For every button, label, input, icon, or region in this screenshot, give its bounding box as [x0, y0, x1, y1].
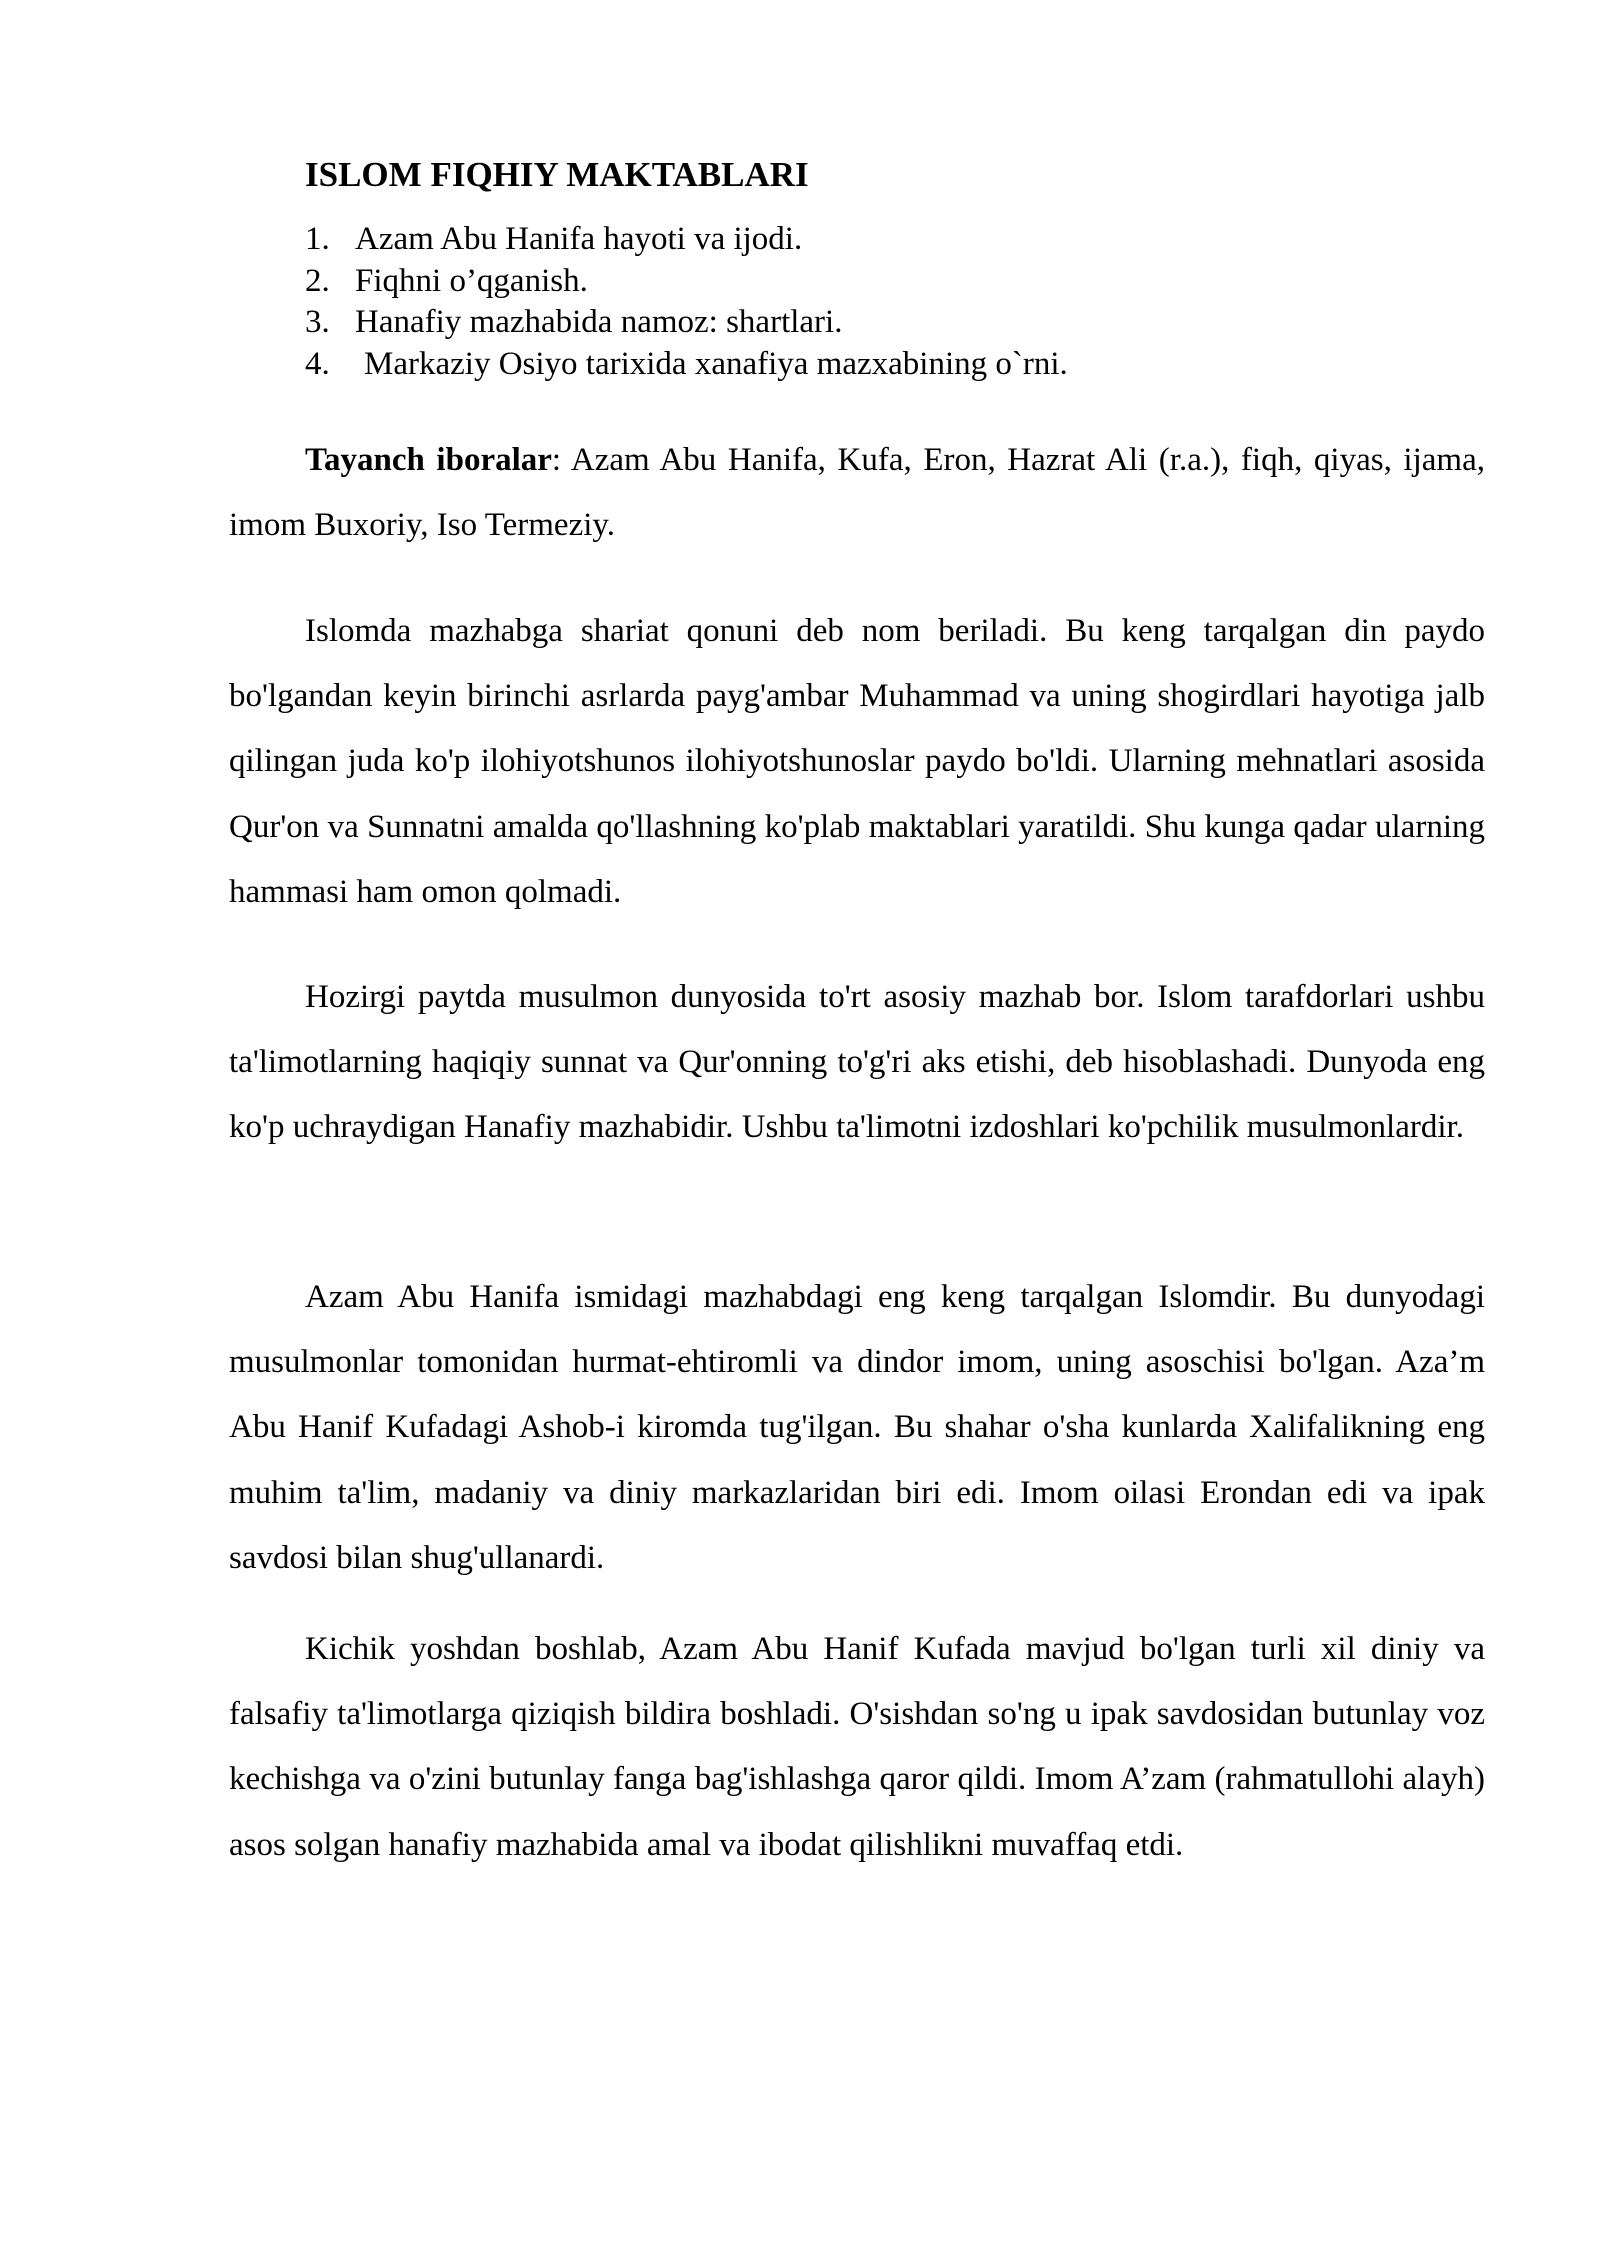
keywords-text: : Azam Abu Hanifa, Kufa, Eron, Hazrat Ali (r.a.), fiqh, qiyas, ijama, imom Buxoriy, Iso Termeziy. [229, 442, 1485, 544]
topic-number: 2. [305, 262, 330, 299]
topic-number: 4. [305, 345, 330, 382]
topic-text: Fiqhni o’qganish. [355, 262, 588, 299]
topic-item [305, 219, 1068, 261]
topic-number: 3. [305, 304, 330, 340]
topic-text: Hanafiy mazhabida namoz: shartlari. [355, 304, 843, 340]
topic-text: Markaziy Osiyo tarixida xanafiya mazxabining o`rni. [364, 345, 1068, 382]
topic-item [305, 261, 1068, 303]
topics-list [305, 219, 1068, 385]
body-paragraph-2: Hozirgi paytda musulmon dunyosida to'rt asosiy mazhab bor. Islom tarafdorlari ushbu ta'limotlarning haqiqiy sunnat va Qur'onning to'g'ri aks etishi, deb hisoblashadi. Dunyoda eng ko'p uchraydigan Hanafiy mazhabidir. Ushbu ta'limotni izdoshlari ko'pchilik musulmonlardir. [229, 979, 1485, 1146]
keywords-paragraph [229, 428, 1485, 558]
topic-text: Azam Abu Hanifa hayoti va ijodi. [355, 221, 803, 257]
body-paragraph-4: Kichik yoshdan boshlab, Azam Abu Hanif Kufada mavjud bo'lgan turli xil diniy va falsafiy ta'limotlarga qiziqish bildira boshladi. O'sishdan so'ng u ipak savdosidan butunlay voz kechishga va o'zini butunlay fanga bag'ishlashga qaror qildi. Imom A’zam (rahmatullohi alayh) asos solgan hanafiy mazhabida amal va ibodat qilishlikni muvaffaq etdi. [229, 1631, 1485, 1863]
topic-item [305, 302, 1068, 344]
body-paragraph-3: Azam Abu Hanifa ismidagi mazhabdagi eng keng tarqalgan Islomdir. Bu dunyodagi musulmonlar tomonidan hurmat-ehtiromli va dindor imom, uning asoschisi bo'lgan. Aza’m Abu Hanif Kufadagi Ashob-i kiromda tug'ilgan. Bu shahar o'sha kunlarda Xalifalikning eng muhim ta'lim, madaniy va diniy markazlaridan biri edi. Imom oilasi Erondan edi va ipak savdosi bilan shug'ullanardi. [229, 1279, 1485, 1576]
document-title: ISLOM FIQHIY MAKTABLARI [305, 155, 809, 194]
body-paragraph-1: Islomda mazhabga shariat qonuni deb nom beriladi. Bu keng tarqalgan din paydo bo'lgandan keyin birinchi asrlarda payg'ambar Muhammad va uning shogirdlari hayotiga jalb qilingan juda ko'p ilohiyotshunos ilohiyotshunoslar paydo bo'ldi. Ularning mehnatlari asosida Qur'on va Sunnatni amalda qo'llashning ko'plab maktablari yaratildi. Shu kunga qadar ularning hammasi ham omon qolmadi. [229, 613, 1485, 910]
topic-item [305, 344, 1068, 386]
keywords-label: Tayanch iboralar [305, 442, 552, 478]
topic-number: 1. [305, 221, 330, 257]
